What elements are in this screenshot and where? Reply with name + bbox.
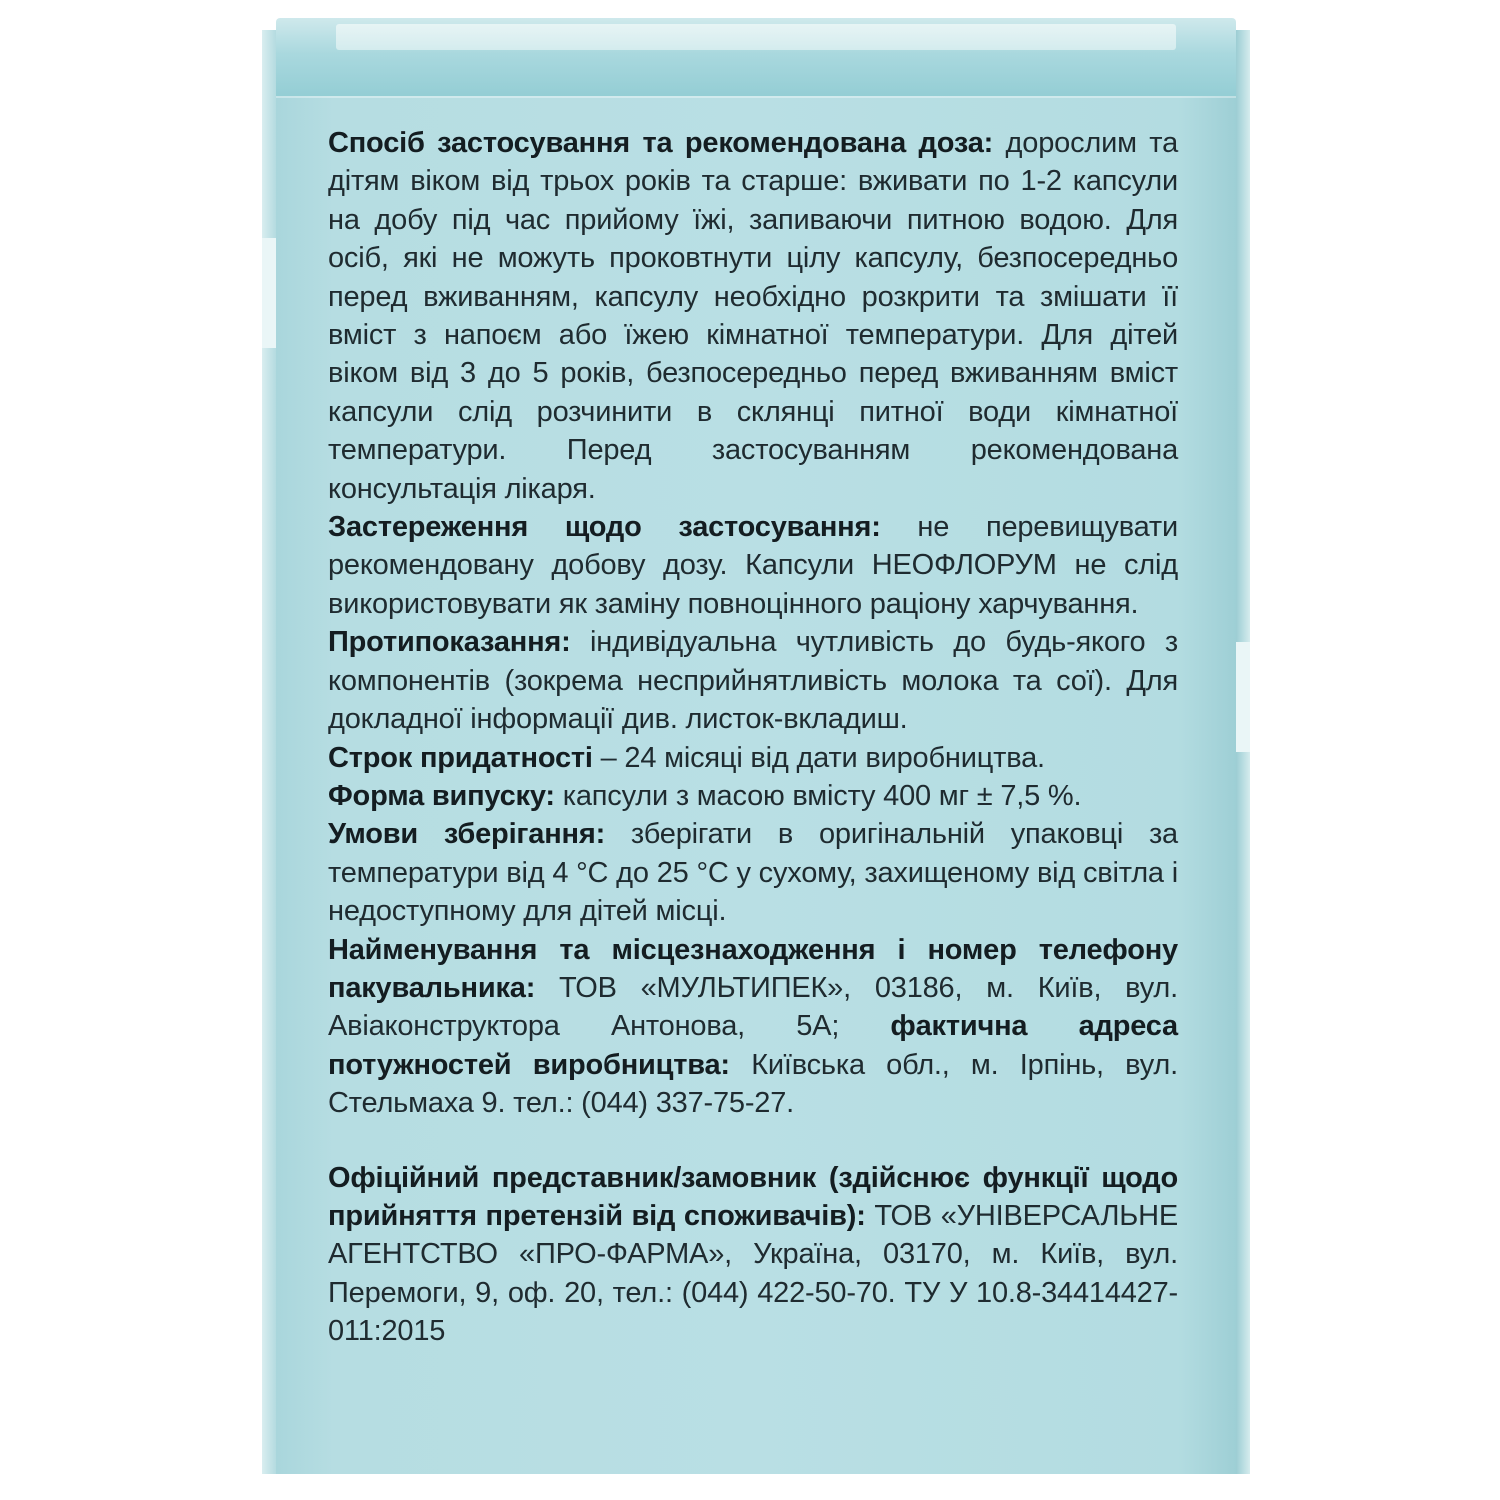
release-form-heading: Форма випуску: [328,779,555,812]
packer-text: ТОВ «МУЛЬТИПЕК», 03186, м. Київ, вул. Авіаконструктора Антонова, 5А; [328,971,1178,1043]
production-heading: фактична адреса потужностей виробництва: [328,1010,1178,1081]
production-text: Київська обл., м. Ірпінь, вул. Стельмаха 9. тел.: (044) 337-75-27. [328,1048,1178,1120]
representative-text: ТОВ «УНІВЕРСАЛЬНЕ АГЕНТСТВО «ПРО-ФАРМА», Україна, 03170, м. Київ, вул. Перемоги, 9, оф. 20, тел.: (044) 422-50-70. ТУ У 10.8-34414427-011:2015 [328,1199,1178,1348]
usage-heading: Спосіб застосування та рекомендована доза: [328,127,994,159]
shelf-life-paragraph [328,739,1178,777]
shelf-life-heading: Строк придатності [328,741,593,774]
representative-paragraph [328,1159,1178,1351]
packer-heading: Найменування та місцезнаходження і номер телефону пакувальника: [328,933,1178,1004]
box-left-tab [262,238,276,348]
usage-paragraph [328,124,1178,508]
contraindications-paragraph [328,623,1178,738]
representative-heading: Офіційний представник/замовник (здійснює функції щодо прийняття претензій від споживачів): [328,1161,1178,1232]
label-text [328,124,1178,1351]
warning-paragraph [328,508,1178,623]
box-lid [336,24,1176,50]
release-form-text: капсули з масою вмісту 400 мг ± 7,5 %. [554,779,1082,812]
contraindications-text: індивідуальна чутливість до будь-якого з компонентів (зокрема несприйнятливість молока та сої). Для докладної інформації див. листок-вкладиш. [328,626,1178,736]
usage-text: дорослим та дітям віком від трьох років та старше: вживати по 1-2 капсули на добу під час прийому їжі, запиваючи питною водою. Для осіб, які не можуть проковтнути цілу капсулу, безпосередньо перед вживанням, капсулу необхідно розкрити та змішати її вміст з напоєм або їжею кімнатної температури. Для дітей віком від 3 до 5 років, безпосередньо перед вживанням вміст капсули слід розчинити в склянці питної води кімнатної температури. Перед застосуванням рекомендована консультація лікаря. [328,127,1178,505]
storage-heading: Умови зберігання: [328,818,606,851]
packer-paragraph [328,931,1178,1123]
box-right-edge [1236,30,1250,1474]
shelf-life-text: – 24 місяці від дати виробництва. [592,741,1045,774]
box-left-edge [262,30,276,1474]
contraindications-heading: Протипоказання: [328,626,571,659]
warning-text: не перевищувати рекомендовану добову дозу. Капсули НЕОФЛОРУМ не слід використовувати як заміну повноцінного раціону харчування. [328,511,1178,620]
box-top-flap [276,18,1236,98]
warning-heading: Застереження щодо застосування: [328,511,881,544]
storage-text: зберігати в оригінальній упаковці за температури від 4 °С до 25 °С у сухому, захищеному від світла і недоступному для дітей місці. [328,818,1178,928]
paragraph-gap [328,1123,1178,1159]
storage-paragraph [328,815,1178,930]
release-form-paragraph [328,777,1178,815]
box-right-tab [1236,642,1250,752]
